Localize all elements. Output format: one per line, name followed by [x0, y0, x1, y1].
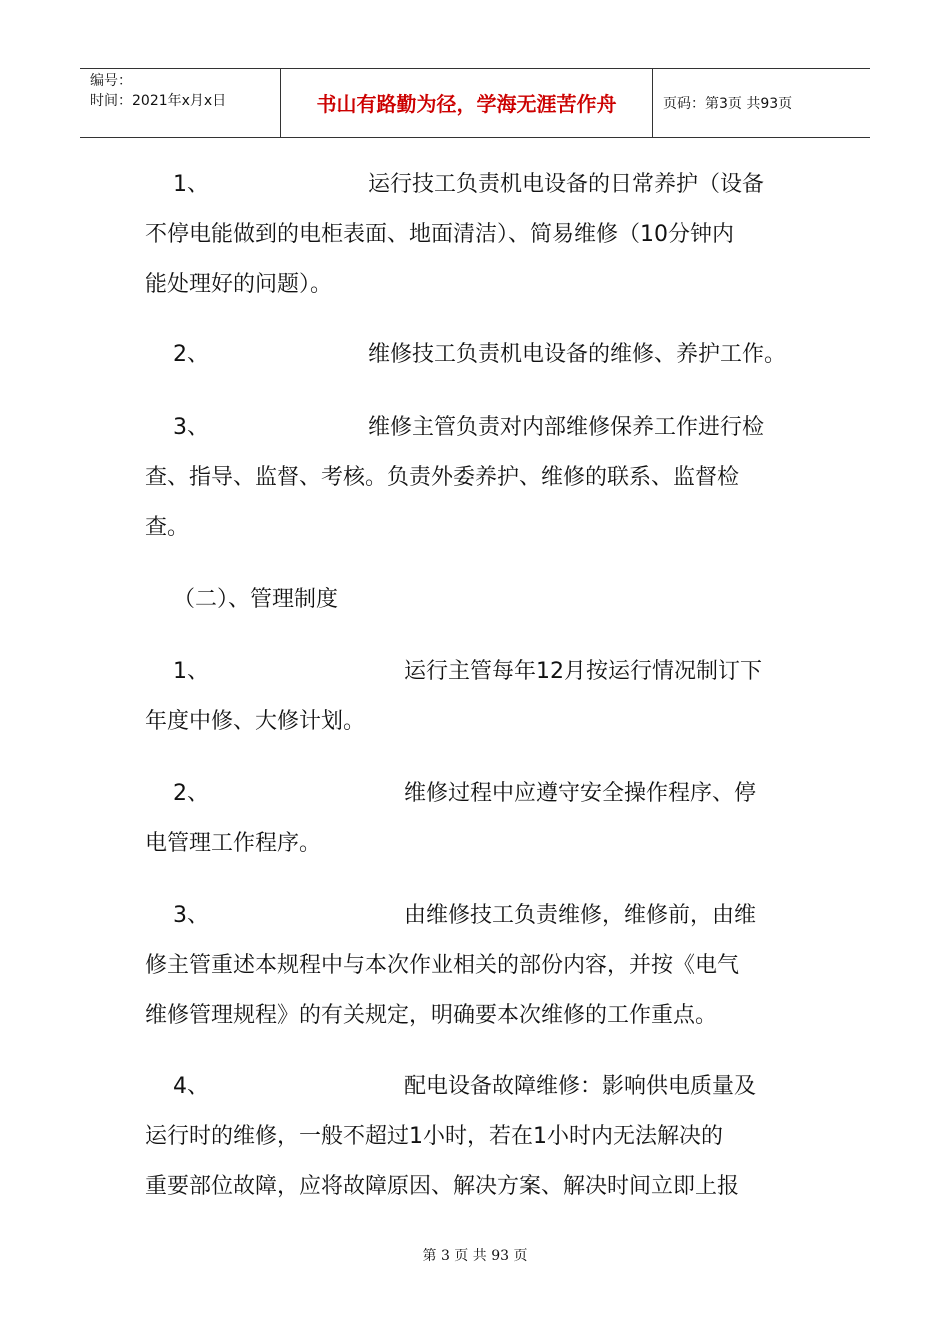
item-text-first-line: 运行技工负责机电设备的日常养护（设备 [368, 172, 765, 197]
item-number: 1、 [173, 172, 209, 197]
rule-text-line: 电管理工作程序。 [145, 831, 322, 856]
rule-number: 3、 [173, 903, 209, 928]
doc-date-label: 时间：2021年x月x日 [90, 93, 227, 109]
page-footer: 第 3 页 共 93 页 [422, 1248, 528, 1264]
doc-number-label: 编号： [90, 73, 132, 89]
item-text-line: 不停电能做到的电柜表面、地面清洁）、简易维修（10分钟内 [145, 222, 734, 247]
item-text-line: 查、指导、监督、考核。负责外委养护、维修的联系、监督检 [145, 465, 740, 490]
rule-text-line: 运行时的维修，一般不超过1小时，若在1小时内无法解决的 [145, 1124, 723, 1149]
rule-text-line: 维修管理规程》的有关规定，明确要本次维修的工作重点。 [145, 1003, 718, 1028]
item-text-line: 查。 [145, 515, 190, 540]
item-text-first-line: 维修技工负责机电设备的维修、养护工作。 [368, 342, 787, 367]
item-number: 2、 [173, 342, 209, 367]
rule-text-first-line: 维修过程中应遵守安全操作程序、停 [404, 781, 757, 806]
rule-text-first-line: 由维修技工负责维修，维修前，由维 [404, 903, 757, 928]
item-number: 3、 [173, 415, 209, 440]
header-meta-cell [80, 69, 281, 137]
header-motto: 书山有路勤为径，学海无涯苦作舟 [316, 92, 617, 116]
rule-text-first-line: 配电设备故障维修：影响供电质量及 [404, 1074, 757, 1099]
section-title: （二）、管理制度 [173, 587, 339, 612]
rule-text-line: 年度中修、大修计划。 [145, 709, 366, 734]
rule-number: 4、 [173, 1074, 209, 1099]
rule-text-line: 修主管重述本规程中与本次作业相关的部份内容，并按《电气 [145, 953, 740, 978]
header-motto-cell [281, 69, 653, 137]
rule-number: 2、 [173, 781, 209, 806]
rule-text-line: 重要部位故障，应将故障原因、解决方案、解决时间立即上报 [145, 1174, 740, 1199]
header-page-info: 页码：第3页 共93页 [663, 96, 793, 112]
item-text-line: 能处理好的问题）。 [145, 272, 333, 297]
header-page-cell [653, 69, 870, 137]
rule-text-first-line: 运行主管每年12月按运行情况制订下 [404, 659, 762, 684]
page-header [80, 68, 870, 138]
item-text-first-line: 维修主管负责对内部维修保养工作进行检 [368, 415, 765, 440]
rule-number: 1、 [173, 659, 209, 684]
